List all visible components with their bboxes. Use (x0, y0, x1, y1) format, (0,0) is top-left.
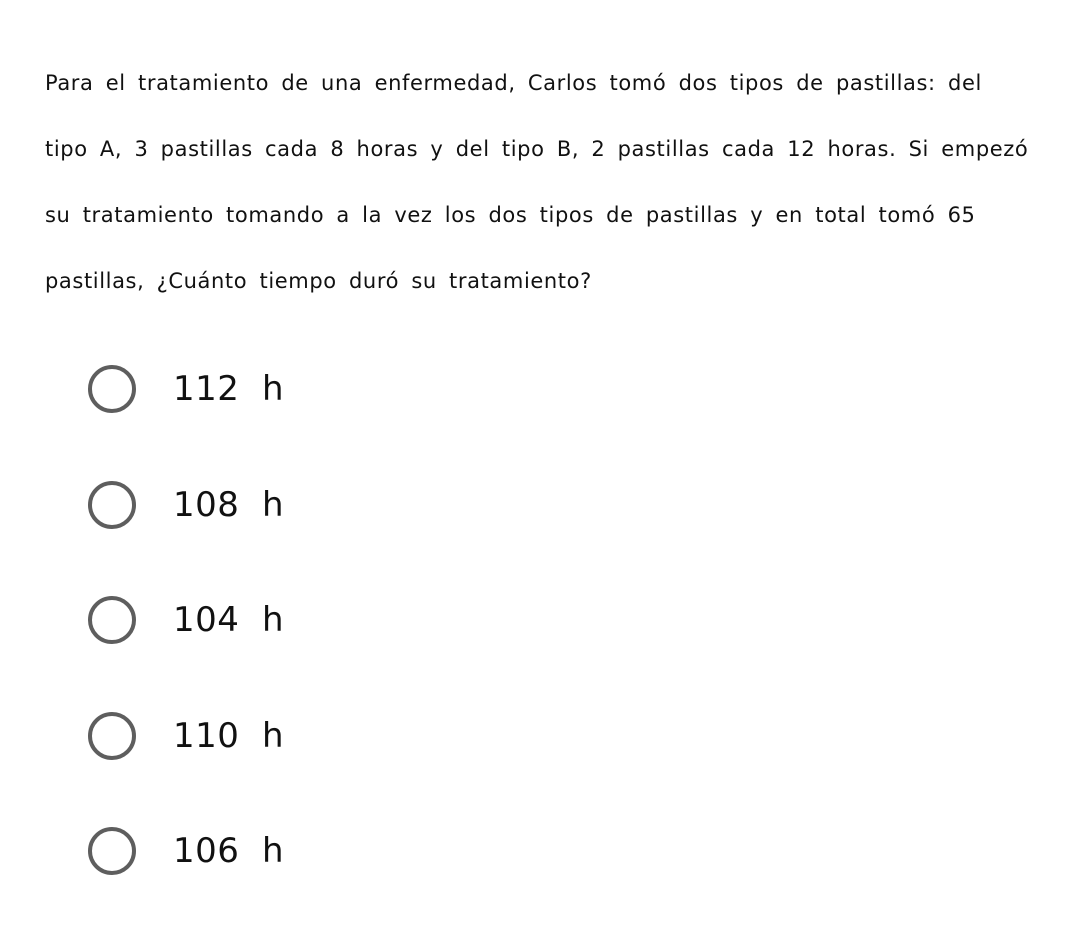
answer-option-108[interactable] (88, 471, 688, 539)
radio-button[interactable] (88, 596, 136, 644)
answer-option-106[interactable] (88, 817, 688, 885)
answer-options (88, 355, 688, 933)
radio-button[interactable] (88, 827, 136, 875)
answer-option-label: 104 h (173, 600, 285, 640)
answer-option-label: 110 h (173, 715, 285, 756)
answer-option-112[interactable] (88, 355, 688, 423)
answer-option-label: 112 h (173, 369, 285, 409)
radio-button[interactable] (88, 365, 136, 413)
answer-option-104[interactable] (88, 586, 688, 654)
answer-option-label: 106 h (173, 831, 285, 871)
answer-option-110[interactable] (88, 702, 688, 770)
answer-option-label: 108 h (173, 484, 285, 525)
radio-button[interactable] (88, 712, 136, 760)
question-text: Para el tratamiento de una enfermedad, Carlos tomó dos tipos de pastillas: del tipo A, 3 pastillas cada 8 horas y del tipo B, 2 pastillas cada 12 horas. Si empezó su tratamiento tomando a la vez los dos tipos de pastillas y en total tomó 65 pastillas, ¿Cuánto tiempo duró su tratamiento? (45, 71, 1029, 293)
radio-button[interactable] (88, 481, 136, 529)
